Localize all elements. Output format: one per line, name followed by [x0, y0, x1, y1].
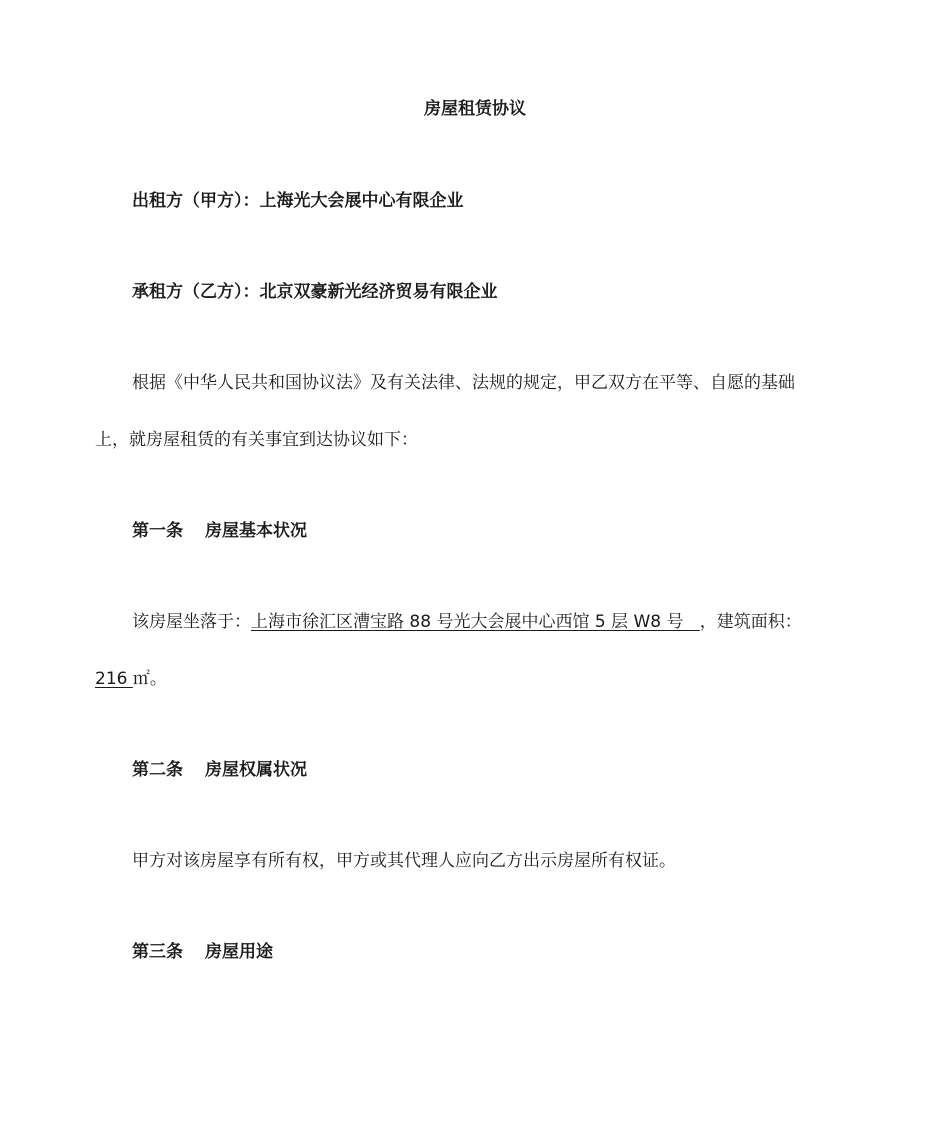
lessor-name: 上海光大会展中心有限企业 — [259, 191, 464, 211]
area-unit: ㎡。 — [132, 669, 167, 689]
lessor-line — [132, 189, 464, 213]
article-1-number: 第一条 — [132, 521, 183, 541]
article-2-heading — [132, 758, 307, 782]
preamble-line-1: 根据《中华人民共和国协议法》及有关法律、法规的规定，甲乙双方在平等、自愿的基础 — [132, 373, 795, 393]
article-1-area-line — [95, 667, 167, 691]
article-1-heading — [132, 519, 307, 543]
article-2-body: 甲方对该房屋享有所有权，甲方或其代理人应向乙方出示房屋所有权证。 — [132, 851, 676, 871]
lessee-name: 北京双豪新光经济贸易有限企业 — [259, 282, 498, 302]
preamble-line-2: 上，就房屋租赁的有关事宜到达协议如下： — [95, 430, 418, 450]
location-label: 该房屋坐落于： — [132, 612, 251, 632]
article-1-location-line — [132, 610, 802, 634]
document-title: 房屋租赁协议 — [424, 99, 526, 119]
article-3-heading — [132, 940, 273, 964]
article-2-title: 房屋权属状况 — [205, 760, 307, 780]
area-value: 216 — [95, 669, 128, 689]
lessor-label: 出租方（甲方）： — [132, 191, 260, 211]
article-2-number: 第二条 — [132, 760, 183, 780]
lessee-label: 承租方（乙方）： — [132, 282, 260, 302]
article-1-title: 房屋基本状况 — [205, 521, 307, 541]
area-label: ，建筑面积： — [699, 612, 802, 632]
location-value: 上海市徐汇区漕宝路 88 号光大会展中心西馆 5 层 W8 号 — [251, 612, 684, 632]
article-3-number: 第三条 — [132, 942, 183, 962]
lessee-line — [132, 280, 498, 304]
article-3-title: 房屋用途 — [205, 942, 273, 962]
